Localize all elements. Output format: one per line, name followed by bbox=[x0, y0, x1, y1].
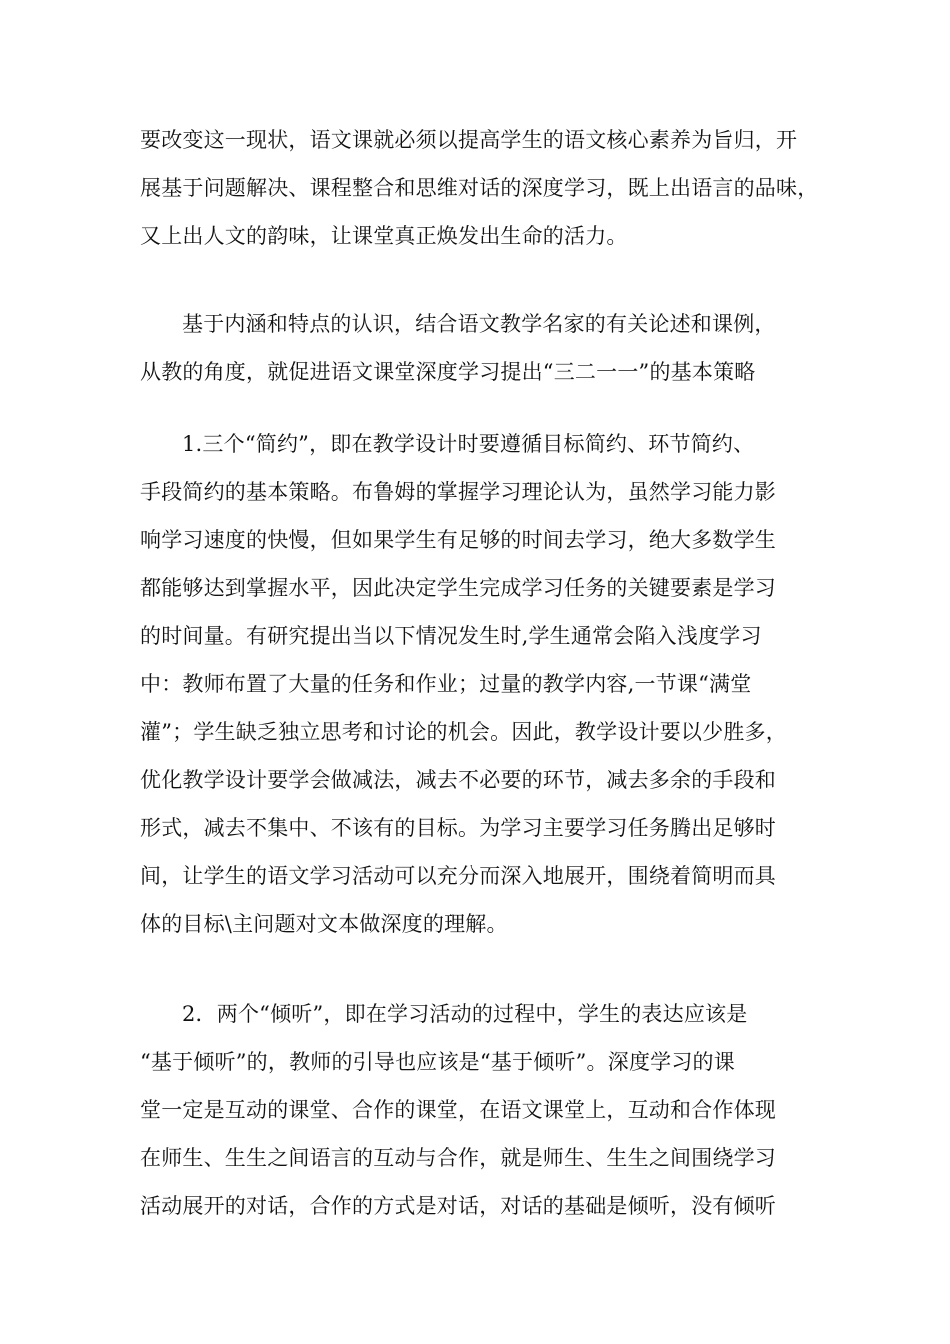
text-line: 中：教师布置了大量的任务和作业；过量的教学内容,一节课“满堂 bbox=[140, 672, 752, 696]
text-line: 在师生、生生之间语言的互动与合作，就是师生、生生之间围绕学习 bbox=[140, 1146, 776, 1170]
text-line: 基于内涵和特点的认识，结合语文教学名家的有关论述和课例， bbox=[182, 312, 776, 336]
text-line: “基于倾听”的，教师的引导也应该是“基于倾听”。深度学习的课 bbox=[140, 1050, 735, 1074]
text-line: 手段简约的基本策略。布鲁姆的掌握学习理论认为，虽然学习能力影 bbox=[140, 480, 776, 504]
text-line: 从教的角度，就促进语文课堂深度学习提出“三二一一”的基本策略 bbox=[140, 360, 756, 384]
paragraph-strategy-intro bbox=[140, 300, 820, 396]
text-line: 都能够达到掌握水平，因此决定学生完成学习任务的关键要素是学习 bbox=[140, 576, 776, 600]
text-line: 体的目标\主问题对文本做深度的理解。 bbox=[140, 912, 508, 936]
text-line: 堂一定是互动的课堂、合作的课堂，在语文课堂上，互动和合作体现 bbox=[140, 1098, 776, 1122]
text-line: 形式，减去不集中、不该有的目标。为学习主要学习任务腾出足够时 bbox=[140, 816, 776, 840]
paragraph-three-simplicity bbox=[140, 420, 820, 948]
text-line: 要改变这一现状，语文课就必须以提高学生的语文核心素养为旨归，开 bbox=[140, 128, 798, 152]
paragraph-two-listening bbox=[140, 990, 820, 1230]
text-line: 的时间量。有研究提出当以下情况发生时,学生通常会陷入浅度学习 bbox=[140, 624, 762, 648]
text-line: 优化教学设计要学会做减法，减去不必要的环节，减去多余的手段和 bbox=[140, 768, 776, 792]
text-line: 灌”；学生缺乏独立思考和讨论的机会。因此，教学设计要以少胜多， bbox=[140, 720, 787, 744]
text-line: 活动展开的对话，合作的方式是对话，对话的基础是倾听，没有倾听 bbox=[140, 1194, 776, 1218]
text-line: 2．两个“倾听”，即在学习活动的过程中，学生的表达应该是 bbox=[182, 1002, 748, 1026]
text-line: 响学习速度的快慢，但如果学生有足够的时间去学习，绝大多数学生 bbox=[140, 528, 776, 552]
text-line: 展基于问题解决、课程整合和思维对话的深度学习，既上出语言的品味， bbox=[140, 176, 819, 200]
text-line: 间，让学生的语文学习活动可以充分而深入地展开，围绕着简明而具 bbox=[140, 864, 776, 888]
paragraph-current-situation bbox=[140, 116, 820, 260]
text-line: 又上出人文的韵味，让课堂真正焕发出生命的活力。 bbox=[140, 224, 628, 248]
text-line: 1.三个“简约”，即在教学设计时要遵循目标简约、环节简约、 bbox=[182, 432, 755, 456]
